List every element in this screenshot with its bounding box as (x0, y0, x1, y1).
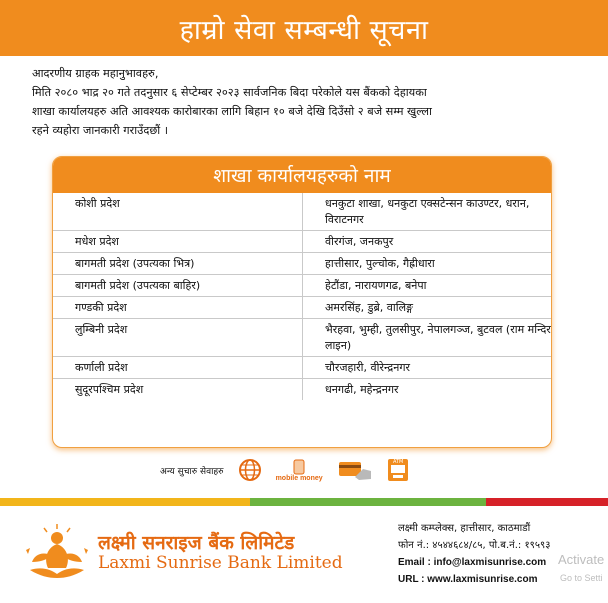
services-label: अन्य सुचारु सेवाहरु (160, 466, 224, 477)
province-cell: मधेश प्रदेश (53, 231, 303, 253)
branches-cell: वीरगंज, जनकपुर (303, 231, 552, 253)
branches-cell: हेटौंडा, नारायणगढ, बनेपा (303, 275, 552, 297)
table-row (53, 357, 551, 379)
province-cell: बागमती प्रदेश (उपत्यका बाहिर) (53, 275, 303, 297)
province-cell: कर्णाली प्रदेश (53, 357, 303, 379)
table-row (53, 319, 551, 357)
notice-body (32, 64, 580, 140)
branches-cell: अमरसिंह, डुब्रे, वालिङ्ग (303, 297, 552, 319)
branches-cell: चौरजहारी, वीरेन्द्रनगर (303, 357, 552, 379)
salutation: आदरणीय ग्राहक महानुभावहरु, (32, 67, 159, 80)
mobile-money-icon (276, 459, 323, 482)
notice-line-3: रहने व्यहोरा जानकारी गराउँदछौं । (32, 124, 169, 137)
card-payment-icon (337, 459, 373, 481)
table-row (53, 297, 551, 319)
settings-watermark: Go to Setti (560, 573, 603, 583)
mobile-money-text: mobile money (275, 474, 323, 482)
website-url: URL : www.laxmisunrise.com (398, 574, 538, 585)
table-row (53, 379, 551, 401)
address: लक्ष्मी कम्प्लेक्स, हात्तीसार, काठमाडौं (398, 523, 531, 534)
stripe-red (486, 498, 608, 506)
atm-label: ATM (392, 458, 404, 465)
branches-cell: धनगढी, महेन्द्रनगर (325, 383, 399, 396)
email: Email : info@laxmisunrise.com (398, 557, 547, 568)
table-row (53, 253, 551, 275)
page-title: हाम्रो सेवा सम्बन्धी सूचना (179, 14, 429, 46)
other-services (160, 458, 409, 482)
province-cell: लुम्बिनी प्रदेश (53, 319, 303, 357)
activate-watermark: Activate (558, 552, 605, 567)
bank-name-nepali: लक्ष्मी सनराइज बैंक लिमिटेड (98, 532, 295, 554)
notice-line-1: मिति २०८० भाद्र २० गते तदनुसार ६ सेप्टेम्बर २०२३ सार्वजनिक बिदा परेकोले यस बैंकको देहायका (32, 86, 427, 99)
stripe-yellow (0, 498, 250, 506)
province-cell: सुदूरपश्चिम प्रदेश (53, 379, 303, 401)
branches-cell: धनकुटा शाखा, धनकुटा एक्सटेन्सन काउण्टर, धरान, विराटनगर (303, 193, 552, 231)
branch-table-card (52, 156, 552, 448)
internet-banking-icon (238, 458, 262, 482)
atm-icon (387, 458, 409, 482)
branch-table (53, 193, 551, 400)
table-row (53, 275, 551, 297)
title-banner (0, 0, 608, 56)
branches-cell: हात्तीसार, पुल्चोक, गैह्रीधारा (303, 253, 552, 275)
bank-logo-icon (22, 522, 92, 588)
table-row (53, 231, 551, 253)
stripe-green (250, 498, 486, 506)
table-row (53, 193, 551, 231)
branches-cell: भैरहवा, भुम्ही, तुलसीपुर, नेपालगञ्ज, बुटवल (राम मन्दिर लाइन) (303, 319, 552, 357)
province-cell: कोशी प्रदेश (53, 193, 303, 231)
province-cell: गण्डकी प्रदेश (53, 297, 303, 319)
notice-line-2: शाखा कार्यालयहरु अति आवश्यक कारोबारका लागि बिहान १० बजे देखि दिउँसो २ बजे सम्म खुल्ला (32, 105, 432, 118)
phone: फोन नं.: ४५४४६८४/८५, पो.ब.नं.: १९५९३ (398, 540, 551, 551)
bank-name-english: Laxmi Sunrise Bank Limited (98, 553, 343, 573)
province-cell: बागमती प्रदेश (उपत्यका भित्र) (53, 253, 303, 275)
table-title: शाखा कार्यालयहरुको नाम (53, 157, 551, 193)
